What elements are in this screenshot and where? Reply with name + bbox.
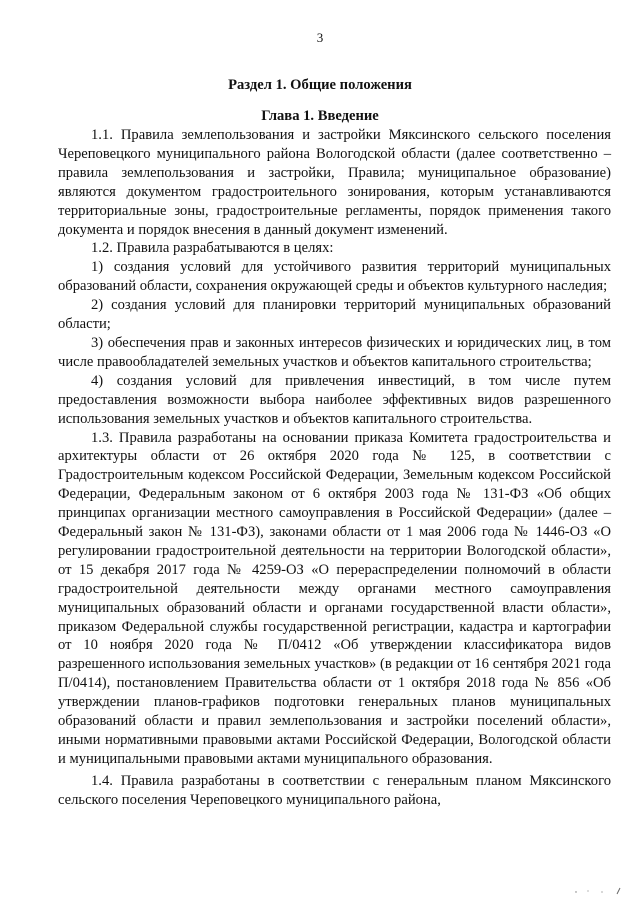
page-number: 3 [316, 30, 324, 45]
chapter-title: Глава 1. Введение [261, 108, 379, 124]
list-item-2: 2) создания условий для планировки территорий муниципальных образований области; [58, 297, 611, 333]
paragraph-1-4: 1.4. Правила разработаны в соответствии с генеральным планом Мяксинского сельского поселения Череповецкого муниципального района, [58, 772, 611, 808]
list-item-1: 1) создания условий для устойчивого развития территорий муниципальных образований области, сохранения окружающей среды и объектов культурного наследия; [58, 259, 611, 295]
list-item-4: 4) создания условий для привлечения инвестиций, в том числе путем предоставления возможности выбора наиболее эффективных видов разрешенного использования земельных участков и объектов капитального строительства. [58, 372, 611, 427]
list-item-3: 3) обеспечения прав и законных интересов физических и юридических лиц, в том числе правообладателей земельных участков и объектов капитального строительства; [58, 334, 611, 370]
paragraph-1-1: 1.1. Правила землепользования и застройки Мяксинского сельского поселения Череповецкого муниципального района Вологодской области (далее соответственно – правила землепользования и застройки, Правила; муниципальное образование) являются документом градостроительного зонирования, которым устанавливаются территориальные зоны, градостроительные регламенты, порядок применения такого документа и порядок внесения в данный документ изменений. [58, 127, 611, 238]
scan-artifact-marks [568, 886, 628, 896]
document-body [58, 126, 611, 810]
paragraph-1-3: 1.3. Правила разработаны на основании приказа Комитета градостроительства и архитектуры области от 26 октября 2020 года № 125, в соответствии с Градостроительным кодексом Российской Федерации, Земельным кодексом Российской Федерации, Федеральным законом от 6 октября 2003 года № 131-ФЗ «Об общих принципах организации местного самоуправления в Российской Федерации» (далее – Федеральный закон № 131-ФЗ), законами области от 1 мая 2006 года № 1446-ОЗ «О регулировании градостроительной деятельности на территории Вологодской области», от 15 декабря 2017 года № 4259-ОЗ «О перераспределении полномочий в области градостроительной деятельности между органами местного самоуправления муниципальных образований области и органами государственной власти области», приказом Федеральной службы государственной регистрации, кадастра и картографии от 10 ноября 2020 года № П/0412 «Об утверждении классификатора видов разрешенного использования земельных участков» (в редакции от 16 сентября 2021 года П/0414), постановлением Правительства области от 1 октября 2018 года № 856 «Об утверждении планов-графиков подготовки генеральных планов муниципальных образований области и правил землепользования и застройки поселений области», иными нормативными правовыми актами Российской Федерации, Вологодской области и муниципальными правовыми актами муниципального образования. [58, 429, 611, 767]
paragraph-1-2: 1.2. Правила разрабатываются в целях: [91, 240, 334, 257]
section-title: Раздел 1. Общие положения [228, 77, 412, 93]
